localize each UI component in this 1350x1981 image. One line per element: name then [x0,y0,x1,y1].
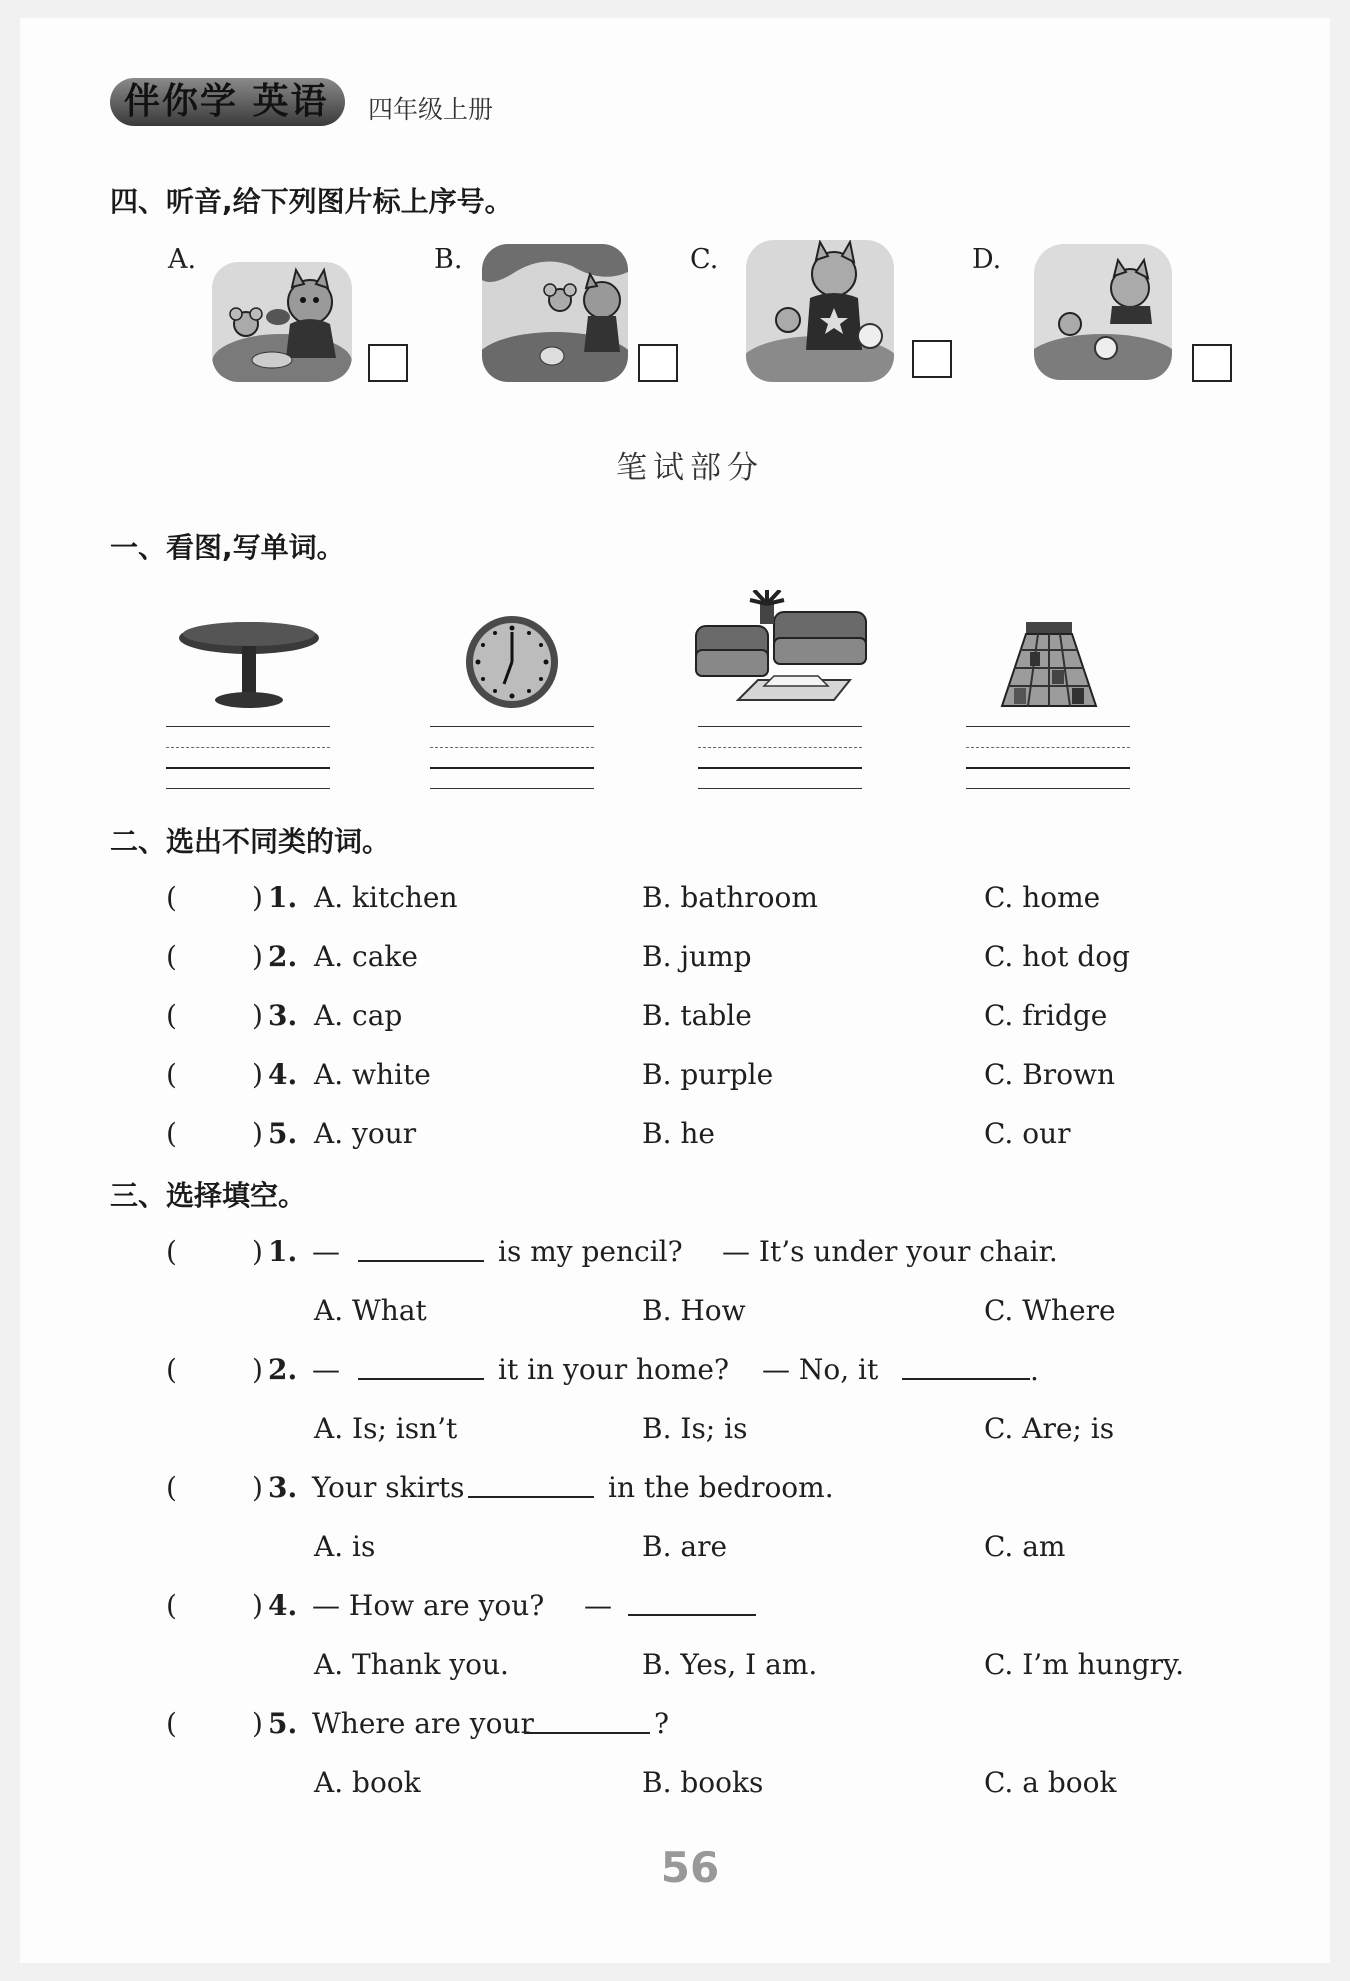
option-a[interactable]: A. kitchen [314,881,458,914]
option-c[interactable]: C. Are; is [984,1412,1115,1445]
option-c[interactable]: C. Brown [984,1058,1116,1091]
answer-paren-close: ) [252,1353,263,1386]
option-c[interactable]: C. hot dog [984,940,1130,973]
option-b[interactable]: B. books [642,1766,764,1799]
part2-item-4: ( ) 4. A. white B. purple C. Brown [0,1055,1350,1095]
answer-paren-close: ) [252,999,263,1032]
option-a[interactable]: A. What [314,1294,427,1327]
option-a[interactable]: A. cap [314,999,403,1032]
option-c[interactable]: C. fridge [984,999,1108,1032]
part3-question-3: ( ) 3. Your skirts in the bedroom. [0,1468,1350,1508]
skirt-icon [1000,620,1098,710]
option-c[interactable]: C. our [984,1117,1071,1150]
fill-blank[interactable]: . [902,1350,1039,1391]
part2-heading: 二、选出不同类的词。 [110,825,391,858]
answer-box-c[interactable] [912,340,952,378]
part1-heading: 一、看图,写单词。 [110,531,345,564]
cat-mouse-and-bird-icon [1034,244,1172,380]
part3-question-5: ( ) 5. Where are your ? [0,1704,1350,1744]
part3-options-3 [0,1527,1350,1567]
page-number: 56 [660,1843,720,1892]
answer-paren-open[interactable]: ( [166,1471,177,1504]
answer-paren-open[interactable]: ( [166,1058,177,1091]
book-subtitle: 四年级上册 [368,95,494,124]
part3-question-4: ( ) 4. — How are you? — [0,1586,1350,1626]
option-c[interactable]: C. home [984,881,1101,914]
option-b[interactable]: B. bathroom [642,881,818,914]
fill-blank[interactable] [468,1468,594,1509]
option-b[interactable]: B. table [642,999,752,1032]
option-a[interactable]: A. is [314,1530,376,1563]
cat-and-mouse-with-food-icon [212,262,352,382]
answer-paren-open[interactable]: ( [166,1589,177,1622]
fill-blank[interactable] [358,1232,484,1273]
part3-options-2 [0,1409,1350,1449]
option-a[interactable]: A. Thank you. [314,1648,509,1681]
answer-paren-close: ) [252,881,263,914]
part3-options-5 [0,1763,1350,1803]
listening-heading: 四、听音,给下列图片标上序号。 [110,185,513,218]
option-a[interactable]: A. Is; isn’t [314,1412,458,1445]
sofa-icon [694,590,870,714]
option-c[interactable]: C. a book [984,1766,1117,1799]
answer-box-d[interactable] [1192,344,1232,382]
part2-item-3: ( ) 3. A. cap B. table C. fridge [0,996,1350,1036]
option-b[interactable]: B. are [642,1530,728,1563]
option-c[interactable]: C. I’m hungry. [984,1648,1185,1681]
answer-paren-open[interactable]: ( [166,881,177,914]
picture-label-d: D. [972,244,1002,275]
option-b[interactable]: B. How [642,1294,746,1327]
fill-blank[interactable] [524,1704,650,1745]
option-a[interactable]: A. book [314,1766,421,1799]
option-c[interactable]: C. Where [984,1294,1116,1327]
picture-label-b: B. [434,244,463,275]
picture-label-c: C. [690,244,719,275]
picture-label-a: A. [168,244,197,275]
part2-item-5: ( ) 5. A. your B. he C. our [0,1114,1350,1154]
cat-mouse-and-chick-icon [746,240,894,382]
answer-paren-open[interactable]: ( [166,999,177,1032]
answer-paren-close: ) [252,1117,263,1150]
option-a[interactable]: A. cake [314,940,418,973]
answer-paren-close: ) [252,1589,263,1622]
part2-item-2: ( ) 2. A. cake B. jump C. hot dog [0,937,1350,977]
option-b[interactable]: B. Yes, I am. [642,1648,818,1681]
option-c[interactable]: C. am [984,1530,1066,1563]
part3-options-4 [0,1645,1350,1685]
part3-options-1 [0,1291,1350,1331]
part2-item-1: ( ) 1. A. kitchen B. bathroom C. home [0,878,1350,918]
answer-box-b[interactable] [638,344,678,382]
option-b[interactable]: B. Is; is [642,1412,748,1445]
option-b[interactable]: B. purple [642,1058,774,1091]
option-b[interactable]: B. jump [642,940,752,973]
answer-paren-open[interactable]: ( [166,1353,177,1386]
option-a[interactable]: A. your [314,1117,417,1150]
option-a[interactable]: A. white [314,1058,431,1091]
fill-blank[interactable] [358,1350,484,1391]
answer-paren-open[interactable]: ( [166,940,177,973]
book-title: 伴你学 英语 [110,78,345,126]
cat-and-mouse-with-bird-icon [482,244,628,382]
fill-blank[interactable] [628,1586,756,1627]
written-part-title: 笔试部分 [616,450,764,486]
clock-icon [464,612,560,712]
table-icon [178,616,320,710]
answer-paren-open[interactable]: ( [166,1235,177,1268]
part3-question-2: ( ) 2. — it in your home? — No, it . [0,1350,1350,1390]
answer-paren-close: ) [252,1707,263,1740]
option-b[interactable]: B. he [642,1117,715,1150]
part3-heading: 三、选择填空。 [110,1179,307,1212]
answer-paren-close: ) [252,1471,263,1504]
answer-paren-open[interactable]: ( [166,1707,177,1740]
answer-paren-open[interactable]: ( [166,1117,177,1150]
answer-paren-close: ) [252,940,263,973]
answer-paren-close: ) [252,1058,263,1091]
part3-question-1: ( ) 1. — is my pencil? — It’s under your chair. [0,1232,1350,1272]
answer-box-a[interactable] [368,344,408,382]
answer-paren-close: ) [252,1235,263,1268]
